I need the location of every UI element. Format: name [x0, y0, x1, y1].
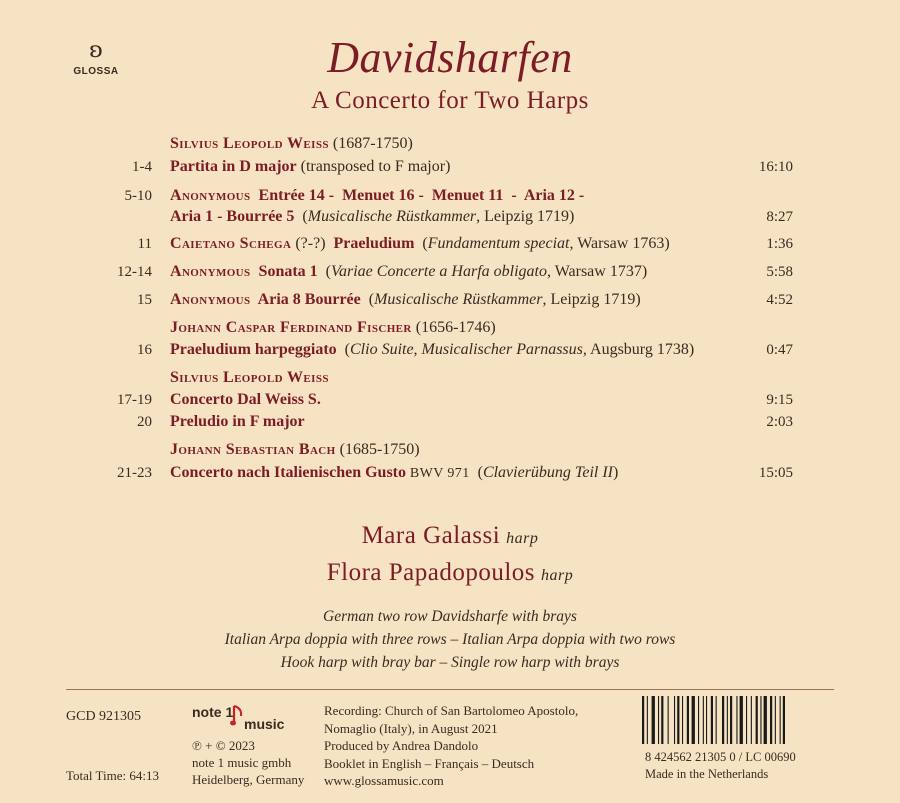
paren-open: (	[469, 464, 483, 481]
track-row	[0, 155, 900, 179]
work-title: Aria 1 - Bourrée 5	[170, 208, 295, 225]
note1-logo-text: note 1	[192, 704, 234, 720]
recording-info	[324, 702, 578, 790]
company-name: note 1 music gmbh	[192, 755, 292, 770]
work-place: , Warsaw 1763)	[569, 235, 670, 252]
track-number: 15	[137, 292, 152, 308]
work-title: Preludio in F major	[170, 413, 305, 430]
total-time: Total Time: 64:13	[66, 768, 159, 783]
work-source: Musicalische Rüstkammer	[374, 291, 543, 308]
track-duration: 16:10	[758, 159, 793, 175]
track-duration: 15:05	[758, 465, 793, 481]
paren-open: (	[414, 235, 428, 252]
composer-name: Anonymous	[170, 187, 251, 204]
music-note-icon	[230, 704, 244, 730]
work-title: Concerto nach Italienischen Gusto	[170, 464, 406, 481]
paren-open: (	[360, 291, 375, 308]
album-subtitle: A Concerto for Two Harps	[311, 87, 589, 114]
track-number: 20	[137, 414, 152, 430]
performer-role: harp	[506, 530, 539, 547]
track-number: 12-14	[117, 264, 152, 280]
track-number: 21-23	[117, 465, 152, 481]
instrument-line: German two row Davidsharfe with brays	[323, 608, 577, 625]
track-duration: 4:52	[766, 292, 793, 308]
divider	[66, 689, 834, 690]
catalog-number-label: GCD 921305	[66, 709, 142, 724]
track-number: 17-19	[117, 392, 152, 408]
website-link[interactable]: www.glossamusic.com	[324, 773, 444, 788]
composer-name: Silvius Leopold Weiss	[170, 369, 329, 386]
paren-close: )	[613, 464, 619, 481]
album-title: Davidsharfen	[327, 33, 573, 82]
composer-name: Anonymous	[170, 263, 251, 280]
composer-dates: (?-?)	[291, 235, 334, 252]
work-title: Praeludium	[333, 235, 415, 252]
barcode-number: 8 424562 21305 0 / LC 00690	[645, 750, 796, 764]
made-in: Made in the Netherlands	[645, 767, 769, 781]
work-source: Clavierübung Teil II	[482, 464, 614, 481]
copyright: ℗ + © 2023	[192, 738, 255, 753]
composer-dates: (1687-1750)	[328, 135, 413, 152]
track-number: 5-10	[124, 188, 152, 204]
work-title: Entrée 14 - Menuet 16 - Menuet 11 - Aria 12 -	[250, 187, 585, 204]
track-row	[0, 232, 900, 256]
glossa-swirl-icon: ʚ	[89, 38, 103, 63]
track-duration: 8:27	[766, 209, 793, 225]
track-row	[0, 205, 900, 229]
company-city: Heidelberg, Germany	[192, 772, 305, 787]
track-row	[0, 338, 900, 362]
composer-row	[0, 438, 900, 462]
composer-row	[0, 132, 900, 156]
track-duration: 9:15	[766, 392, 793, 408]
composer-dates: (1685-1750)	[335, 441, 420, 458]
track-duration: 2:03	[766, 414, 793, 430]
booklet-languages: Booklet in English – Français – Deutsch	[324, 755, 535, 771]
composer-name: Silvius Leopold Weiss	[170, 135, 329, 152]
track-number: 11	[137, 236, 152, 252]
work-place: , Warsaw 1737)	[546, 263, 648, 280]
instruments	[0, 605, 900, 674]
distributor-info	[192, 737, 304, 788]
work-title: Partita in D major	[170, 158, 297, 175]
track-row	[0, 288, 900, 312]
composer-name: Johann Caspar Ferdinand Fischer	[170, 319, 412, 336]
work-title: Concerto Dal Weiss S.	[170, 391, 321, 408]
track-row	[0, 388, 900, 412]
work-title: Praeludium harpeggiato	[170, 341, 337, 358]
work-place: Augsburg 1738)	[586, 341, 695, 358]
producer: Produced by Andrea Dandolo	[324, 738, 479, 753]
work-note: (transposed to F major)	[296, 158, 451, 175]
composer-row	[0, 366, 900, 390]
work-title: Sonata 1	[250, 263, 318, 280]
work-source: Musicalische Rüstkammer	[307, 208, 477, 225]
performer-role: harp	[541, 567, 574, 584]
recording-location: Recording: Church of San Bartolomeo Apostolo,	[324, 703, 579, 718]
performer	[0, 559, 900, 587]
track-row	[0, 461, 900, 485]
track-duration: 1:36	[766, 236, 793, 252]
barcode	[640, 696, 834, 744]
paren-open: (	[294, 208, 308, 225]
track-number: 16	[137, 342, 152, 358]
instrument-line: Hook harp with bray bar – Single row harp with brays	[280, 654, 620, 671]
note1-logo-music: music	[244, 716, 285, 732]
label-name: GLOSSA	[73, 66, 119, 77]
track-row	[0, 260, 900, 284]
recording-date: Nomaglio (Italy), in August 2021	[324, 720, 498, 736]
composer-name: Caietano Schega	[170, 235, 292, 252]
catalog-number: BWV 971	[406, 466, 470, 481]
work-source: Variae Concerte a Harfa obligato	[331, 263, 547, 280]
paren-open: (	[336, 341, 350, 358]
performer-name: Flora Papadopoulos	[326, 559, 536, 586]
work-title: Aria 8 Bourrée	[250, 291, 361, 308]
track-number: 1-4	[132, 159, 152, 175]
instrument-line: Italian Arpa doppia with three rows – Italian Arpa doppia with two rows	[224, 631, 676, 648]
work-place: , Leipzig 1719)	[542, 291, 641, 308]
track-row	[0, 410, 900, 434]
note1-logo	[192, 704, 292, 736]
work-source: Fundamentum speciat	[427, 235, 570, 252]
track-duration: 0:47	[766, 342, 793, 358]
paren-open: (	[317, 263, 331, 280]
performer-name: Mara Galassi	[361, 522, 501, 549]
work-source: Clio Suite, Musicalischer Parnassus,	[350, 341, 587, 358]
performer	[0, 522, 900, 550]
composer-dates: (1656-1746)	[411, 319, 496, 336]
composer-row	[0, 316, 900, 340]
work-place: , Leipzig 1719)	[476, 208, 575, 225]
composer-name: Anonymous	[170, 291, 251, 308]
track-duration: 5:58	[766, 264, 793, 280]
composer-name: Johann Sebastian Bach	[170, 441, 336, 458]
